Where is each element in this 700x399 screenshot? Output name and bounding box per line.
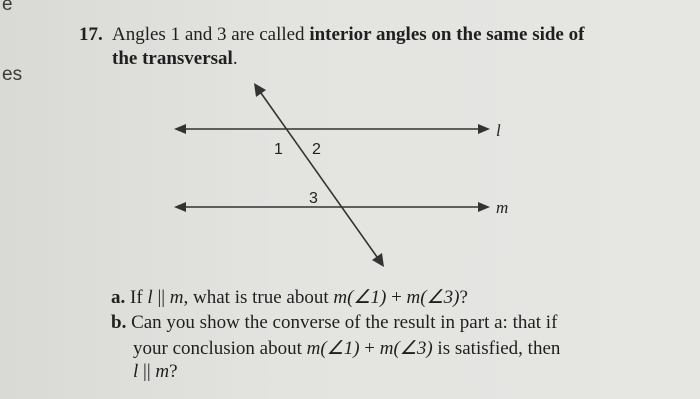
qb-parallel: || xyxy=(138,361,156,382)
transversal-top-arrow xyxy=(254,83,266,97)
line-label-l: l xyxy=(496,121,501,140)
question-b-line-3 xyxy=(133,361,178,383)
qa-if: If xyxy=(130,287,148,308)
statement-end: . xyxy=(232,48,238,69)
qb-l: l xyxy=(133,361,139,382)
question-a-letter: a. xyxy=(111,287,126,308)
parallel-lines-figure xyxy=(160,76,520,276)
qb-expr2: m(∠3) xyxy=(379,338,433,359)
qb-plus: + xyxy=(359,338,380,359)
line-l-right-arrow xyxy=(478,124,490,134)
transversal-bottom-arrow xyxy=(372,253,384,267)
angle-label-2: 2 xyxy=(312,141,321,158)
angle-label-1: 1 xyxy=(274,141,283,158)
qb-l2a: your conclusion about xyxy=(133,338,307,359)
qa-parallel: || xyxy=(152,287,170,308)
qa-plus: + xyxy=(386,287,407,308)
qb-line1: Can you show the converse of the result in part a: that if xyxy=(131,312,558,333)
line-label-m: m xyxy=(496,198,509,217)
question-b-letter: b. xyxy=(111,312,127,333)
question-a xyxy=(111,286,468,309)
qb-l2b: is satisfied, then xyxy=(432,338,561,359)
line-m-right-arrow xyxy=(478,202,490,212)
question-b-line-2 xyxy=(133,337,560,360)
qb-m: m xyxy=(155,361,170,382)
line-m-left-arrow xyxy=(174,202,186,212)
problem-statement-line-2 xyxy=(112,48,238,70)
qa-end: ? xyxy=(459,287,468,308)
qa-m: m xyxy=(169,287,184,308)
statement-bold-2: the transversal xyxy=(112,48,233,69)
problem-statement-line-1 xyxy=(112,24,584,46)
problem-number: 17. xyxy=(79,24,103,45)
qa-expr1: m(∠1) xyxy=(333,287,387,308)
angle-label-3: 3 xyxy=(309,190,318,207)
question-b-line-1 xyxy=(111,312,557,334)
margin-fragment-side: es xyxy=(2,64,23,85)
statement-text: Angles 1 and 3 are called xyxy=(112,24,310,45)
qb-expr1: m(∠1) xyxy=(306,338,360,359)
qa-mid: , what is true about xyxy=(183,287,334,308)
qa-l: l xyxy=(147,287,153,308)
margin-fragment-top: e xyxy=(2,0,13,15)
statement-bold-1: interior angles on the same side of xyxy=(309,24,585,45)
line-l-left-arrow xyxy=(174,124,186,134)
qb-end: ? xyxy=(169,361,178,382)
qa-expr2: m(∠3) xyxy=(406,287,460,308)
transversal xyxy=(256,86,382,264)
